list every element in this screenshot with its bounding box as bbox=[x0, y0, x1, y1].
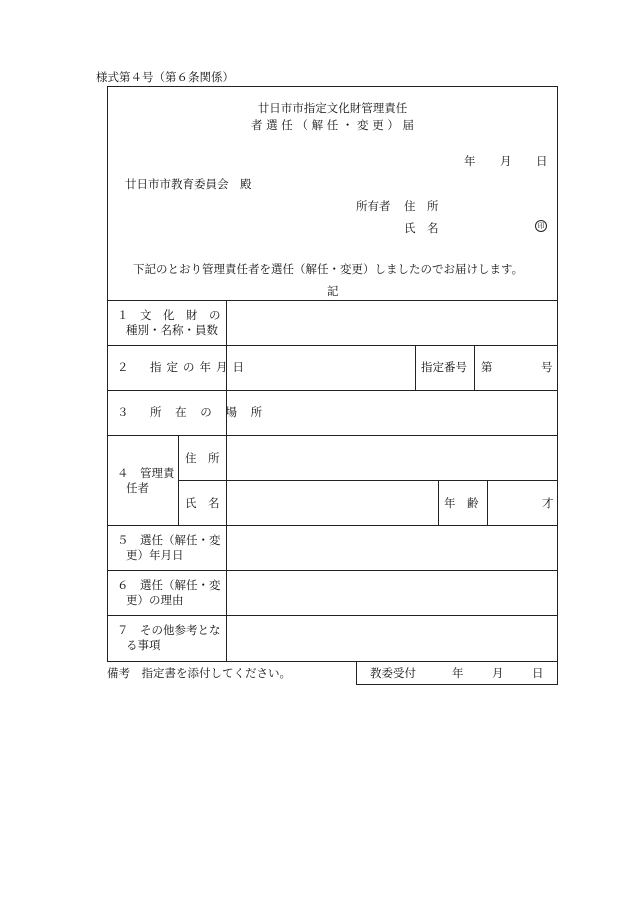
row1-label-line1: １ 文 化 財 の bbox=[117, 308, 221, 322]
form-title-line1: 廿日市市指定文化財管理責任 bbox=[257, 101, 408, 115]
row4-label-line1: ４ 管理責 bbox=[117, 466, 175, 480]
row-divider bbox=[107, 300, 558, 301]
receipt-year: 年 bbox=[452, 666, 464, 680]
column-divider bbox=[438, 480, 439, 525]
ki-label: 記 bbox=[327, 284, 339, 298]
row-divider bbox=[107, 615, 558, 616]
manager-address-label: 住 所 bbox=[185, 451, 220, 465]
row5-label-line2: 更）年月日 bbox=[126, 548, 184, 562]
column-divider bbox=[178, 435, 179, 525]
row5-label-line1: ５ 選任（解任・変 bbox=[117, 533, 221, 547]
date-month: 月 bbox=[500, 154, 512, 168]
row-divider bbox=[107, 390, 558, 391]
manager-name-field[interactable] bbox=[228, 482, 436, 523]
owner-address-label: 住 所 bbox=[404, 199, 439, 213]
row2-label: ２ 指定の年月日 bbox=[117, 360, 249, 374]
designation-number-label: 指定番号 bbox=[421, 360, 467, 374]
column-divider bbox=[415, 345, 416, 390]
column-divider bbox=[474, 345, 475, 390]
row4-label-line2: 任者 bbox=[126, 481, 149, 495]
remarks-note: 備考 指定書を添付してください。 bbox=[107, 666, 291, 680]
receipt-label: 教委受付 bbox=[370, 666, 416, 680]
receipt-month: 月 bbox=[492, 666, 504, 680]
row3-label: ３ 所 在 の 場 所 bbox=[117, 405, 268, 419]
manager-address-field[interactable] bbox=[228, 437, 556, 478]
row-divider bbox=[107, 435, 558, 436]
number-dai-label: 第 bbox=[481, 360, 493, 374]
seal-icon: 印 bbox=[535, 220, 547, 232]
column-divider bbox=[487, 480, 488, 525]
other-remarks-field[interactable] bbox=[228, 617, 556, 660]
appointment-reason-field[interactable] bbox=[228, 572, 556, 613]
manager-age-label: 年 齢 bbox=[444, 496, 479, 510]
statement: 下記のとおり管理責任者を選任（解任・変更）しましたのでお届けします。 bbox=[133, 262, 524, 276]
owner-name-label: 氏 名 bbox=[404, 221, 439, 235]
addressee: 廿日市市教育委員会 殿 bbox=[125, 177, 252, 191]
number-go-label: 号 bbox=[541, 360, 553, 374]
designation-date-field[interactable] bbox=[228, 347, 414, 388]
row-divider bbox=[107, 345, 558, 346]
form-title-line2: 者 選 任 （ 解 任 ・ 変 更 ） 届 bbox=[250, 118, 415, 132]
column-divider bbox=[226, 300, 227, 662]
row-divider bbox=[107, 570, 558, 571]
row1-value-field[interactable] bbox=[228, 302, 556, 343]
manager-name-label: 氏 名 bbox=[185, 496, 220, 510]
appointment-date-field[interactable] bbox=[228, 527, 556, 568]
receipt-day: 日 bbox=[532, 666, 544, 680]
date-year: 年 bbox=[464, 154, 476, 168]
row7-label-line2: る事項 bbox=[126, 638, 161, 652]
row-divider bbox=[178, 480, 558, 481]
row-divider bbox=[107, 525, 558, 526]
manager-age-unit: 才 bbox=[542, 496, 554, 510]
owner-label: 所有者 bbox=[356, 199, 391, 213]
row7-label-line1: ７ その他参考とな bbox=[117, 623, 221, 637]
form-number: 様式第４号（第６条関係） bbox=[96, 70, 234, 84]
row6-label-line1: ６ 選任（解任・変 bbox=[117, 578, 221, 592]
date-day: 日 bbox=[536, 154, 548, 168]
row1-label-line2: 種別・名称・員数 bbox=[126, 323, 218, 337]
row6-label-line2: 更）の理由 bbox=[126, 593, 184, 607]
location-field[interactable] bbox=[228, 392, 556, 433]
